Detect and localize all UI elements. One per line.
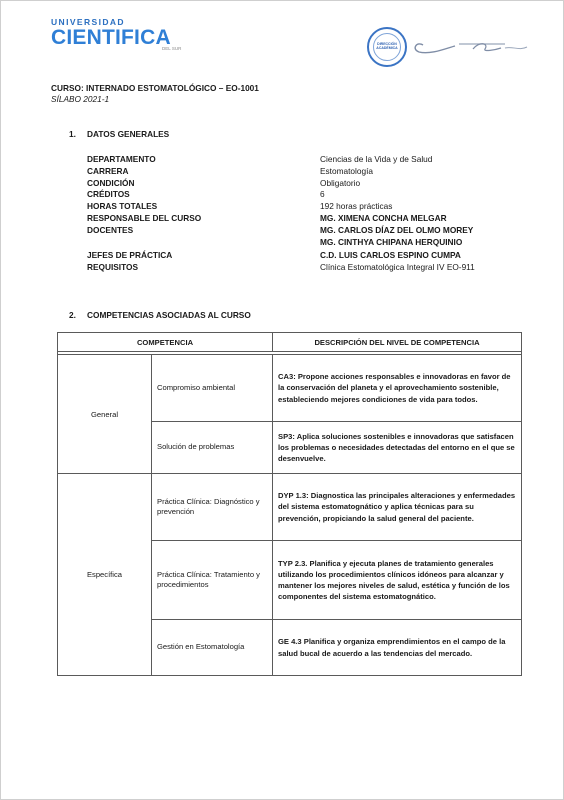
competency-type: General bbox=[58, 355, 152, 474]
field-value: MG. XIMENA CONCHA MELGAR bbox=[320, 213, 447, 223]
field-value: 6 bbox=[320, 189, 325, 199]
field-label: CONDICIÓN bbox=[87, 178, 135, 188]
field-label: RESPONSABLE DEL CURSO bbox=[87, 213, 202, 223]
field-label: REQUISITOS bbox=[87, 262, 139, 272]
competency-description: SP3: Aplica soluciones sostenibles e innovadoras que satisfacen los problemas o necesidades detectadas del entorno en el que se desenvuelve. bbox=[273, 422, 522, 474]
field-label: DOCENTES bbox=[87, 225, 134, 235]
field-label: HORAS TOTALES bbox=[87, 201, 158, 211]
competency-name: Práctica Clínica: Tratamiento y procedimientos bbox=[152, 541, 273, 620]
field-value: C.D. LUIS CARLOS ESPINO CUMPA bbox=[320, 250, 461, 260]
field-label: CRÉDITOS bbox=[87, 189, 130, 199]
field-value: Ciencias de la Vida y de Salud bbox=[320, 154, 433, 164]
logo-sub-text: DEL SUR bbox=[162, 46, 182, 51]
competency-name: Solución de problemas bbox=[152, 422, 273, 474]
competency-description: DYP 1.3: Diagnostica las principales alteraciones y enfermedades del sistema estomatognático y aplica técnicas para su prevención, propiciando la salud general del paciente. bbox=[273, 474, 522, 541]
signature-icon bbox=[409, 31, 529, 61]
field-label: CARRERA bbox=[87, 166, 129, 176]
competency-type: Específica bbox=[58, 474, 152, 676]
university-logo bbox=[51, 17, 191, 57]
section-general-data-title: 1. DATOS GENERALES bbox=[69, 129, 170, 139]
field-value: Obligatorio bbox=[320, 178, 361, 188]
course-subtitle: SÍLABO 2021-1 bbox=[51, 94, 110, 104]
field-value: Clínica Estomatológica Integral IV EO-911 bbox=[320, 262, 475, 272]
field-value: Estomatología bbox=[320, 166, 374, 176]
table-row bbox=[58, 474, 522, 541]
field-label: DEPARTAMENTO bbox=[87, 154, 156, 164]
table-header-row bbox=[58, 333, 522, 352]
field-value: MG. CARLOS DÍAZ DEL OLMO MOREY bbox=[320, 225, 474, 235]
competency-description: GE 4.3 Planifica y organiza emprendimientos en el campo de la salud bucal de acuerdo a las tendencias del mercado. bbox=[273, 620, 522, 676]
seal-text: DIRECCIÓN ACADÉMICA bbox=[376, 42, 398, 50]
competency-name: Gestión en Estomatología bbox=[152, 620, 273, 676]
field-value: MG. CINTHYA CHIPANA HERQUINIO bbox=[320, 237, 463, 247]
logo-main-text: CIENTIFICA bbox=[51, 26, 171, 49]
course-title: CURSO: INTERNADO ESTOMATOLÓGICO – EO-1001 bbox=[51, 83, 259, 93]
competency-description: CA3: Propone acciones responsables e innovadoras en favor de la conservación del planeta y el aprovechamiento sostenible, estableciendo mejores condiciones de vida para todos. bbox=[273, 355, 522, 422]
section-competencies-title: 2. COMPETENCIAS ASOCIADAS AL CURSO bbox=[69, 310, 251, 320]
competency-description: TYP 2.3. Planifica y ejecuta planes de tratamiento generales utilizando los procedimientos clínicos idóneos para alcanzar y mantener los mejores niveles de salud, estética y función de los componentes del sistema estomatognático. bbox=[273, 541, 522, 620]
field-label: JEFES DE PRÁCTICA bbox=[87, 250, 173, 260]
table-header: DESCRIPCIÓN DEL NIVEL DE COMPETENCIA bbox=[273, 333, 522, 352]
competency-name: Compromiso ambiental bbox=[152, 355, 273, 422]
table-header: COMPETENCIA bbox=[58, 333, 273, 352]
competencies-table bbox=[57, 332, 522, 676]
logo-top-text: UNIVERSIDAD bbox=[51, 17, 125, 27]
competency-name: Práctica Clínica: Diagnóstico y prevención bbox=[152, 474, 273, 541]
field-value: 192 horas prácticas bbox=[320, 201, 393, 211]
academic-seal-icon bbox=[367, 27, 407, 67]
table-row bbox=[58, 355, 522, 422]
